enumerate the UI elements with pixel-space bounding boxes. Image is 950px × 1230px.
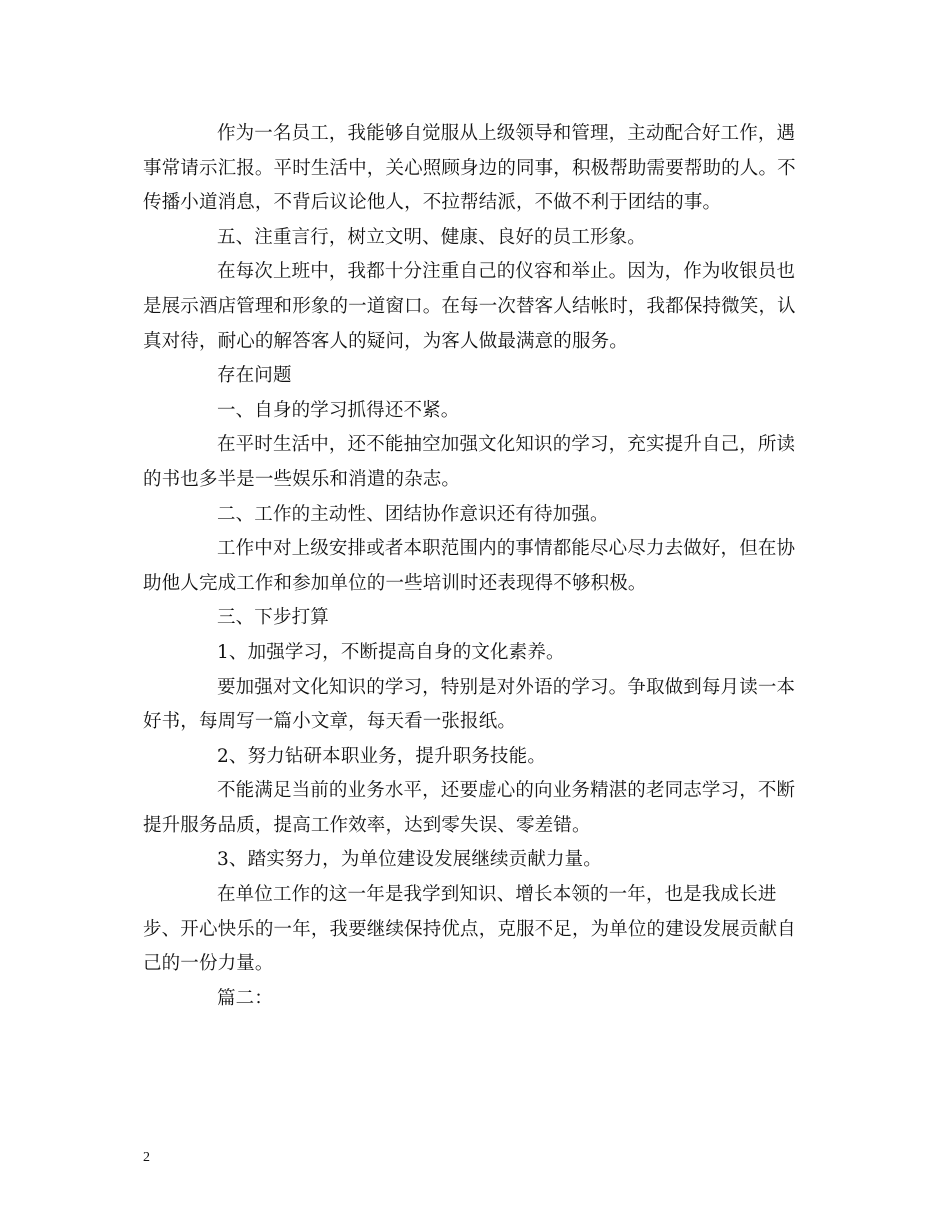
heading-problem-two: 二、工作的主动性、团结协作意识还有待加强。	[217, 503, 609, 525]
heading-plan-two: 2、努力钻研本职业务，提升职务技能。	[217, 745, 546, 767]
heading-part-two: 篇二：	[217, 987, 273, 1009]
paragraph-intro-teamwork: 作为一名员工，我能够自觉服从上级领导和管理，主动配合好工作，遇事常请示汇报。平时生活中，关心照顾身边的同事，积极帮助需要帮助的人。不传播小道消息，不背后议论他人，不拉帮结派，不做不利于团结的事。	[143, 123, 796, 214]
heading-section-five: 五、注重言行，树立文明、健康、良好的员工形象。	[217, 226, 646, 248]
heading-problem-one: 一、自身的学习抓得还不紧。	[217, 399, 460, 421]
paragraph-plan-two: 不能满足当前的业务水平，还要虚心的向业务精湛的老同志学习，不断提升服务品质，提高工作效率，达到零失误、零差错。	[143, 780, 796, 836]
paragraph-plan-three: 在单位工作的这一年是我学到知识、增长本领的一年，也是我成长进步、开心快乐的一年，我要继续保持优点，克服不足，为单位的建设发展贡献自己的一份力量。	[143, 884, 796, 975]
paragraph-plan-one: 要加强对文化知识的学习，特别是对外语的学习。争取做到每月读一本好书，每周写一篇小文章，每天看一张报纸。	[143, 676, 796, 733]
paragraph-problem-one: 在平时生活中，还不能抽空加强文化知识的学习，充实提升自己，所读的书也多半是一些娱乐和消遣的杂志。	[143, 434, 796, 490]
paragraph-problem-two: 工作中对上级安排或者本职范围内的事情都能尽心尽力去做好，但在协助他人完成工作和参加单位的一些培训时还表现得不够积极。	[143, 538, 796, 594]
heading-next-plans: 三、下步打算	[217, 607, 329, 629]
heading-plan-one: 1、加强学习，不断提高自身的文化素养。	[217, 641, 565, 663]
heading-existing-problems: 存在问题	[217, 365, 292, 387]
heading-plan-three: 3、踏实努力，为单位建设发展继续贡献力量。	[217, 849, 602, 871]
document-body	[143, 117, 803, 1016]
paragraph-appearance: 在每次上班中，我都十分注重自己的仪容和举止。因为，作为收银员也是展示酒店管理和形象的一道窗口。在每一次替客人结帐时，我都保持微笑，认真对待，耐心的解答客人的疑问，为客人做最满意的服务。	[143, 261, 796, 352]
page-number: 2	[143, 1150, 150, 1165]
